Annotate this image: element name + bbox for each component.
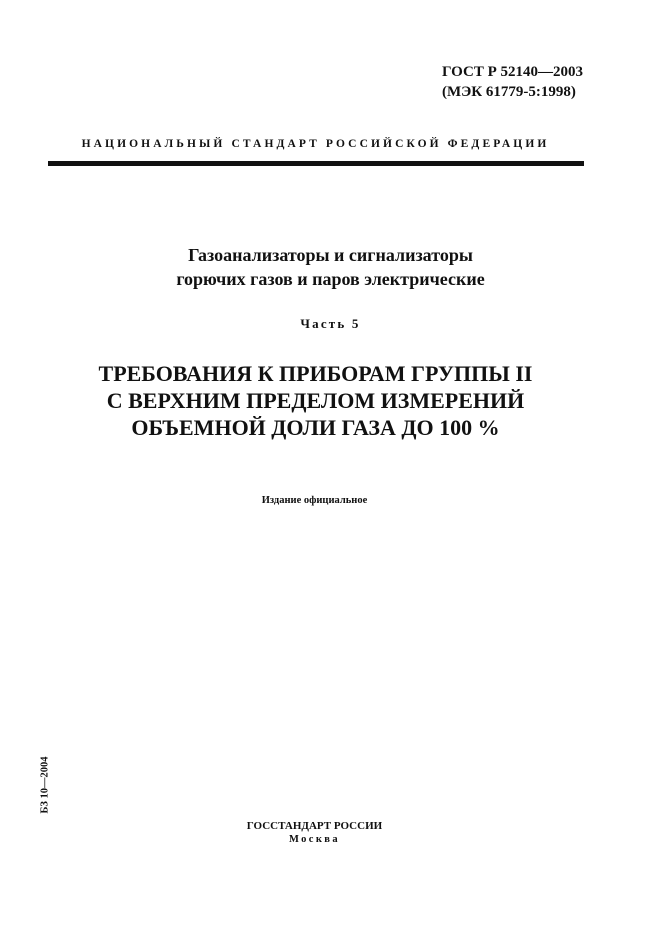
part-label: Часть 5 bbox=[300, 316, 361, 331]
subtitle-line-1: ТРЕБОВАНИЯ К ПРИБОРАМ ГРУППЫ II bbox=[98, 361, 533, 386]
document-subtitle bbox=[0, 360, 631, 441]
title-line-1: Газоанализаторы и сигнализаторы bbox=[188, 245, 473, 265]
standard-designation bbox=[442, 62, 583, 102]
national-standard-banner: НАЦИОНАЛЬНЫЙ СТАНДАРТ РОССИЙСКОЙ ФЕДЕРАЦИИ bbox=[81, 138, 550, 150]
side-code: БЗ 10—2004 bbox=[39, 756, 51, 814]
standard-number: ГОСТ Р 52140—2003 bbox=[441, 64, 583, 80]
publisher-name: ГОССТАНДАРТ РОССИИ bbox=[246, 820, 383, 832]
publisher-city: Москва bbox=[288, 834, 341, 845]
subtitle-line-2: С ВЕРХНИМ ПРЕДЕЛОМ ИЗМЕРЕНИЙ bbox=[106, 388, 525, 413]
document-title bbox=[0, 243, 661, 291]
iec-equivalent: (МЭК 61779-5:1998) bbox=[441, 84, 576, 100]
publisher-block bbox=[0, 819, 629, 847]
subtitle-line-3: ОБЪЕМНОЙ ДОЛИ ГАЗА ДО 100 % bbox=[131, 415, 500, 440]
edition-note: Издание официальное bbox=[261, 495, 368, 506]
title-line-2: горючих газов и паров электрические bbox=[176, 269, 485, 289]
header-divider bbox=[48, 161, 584, 166]
